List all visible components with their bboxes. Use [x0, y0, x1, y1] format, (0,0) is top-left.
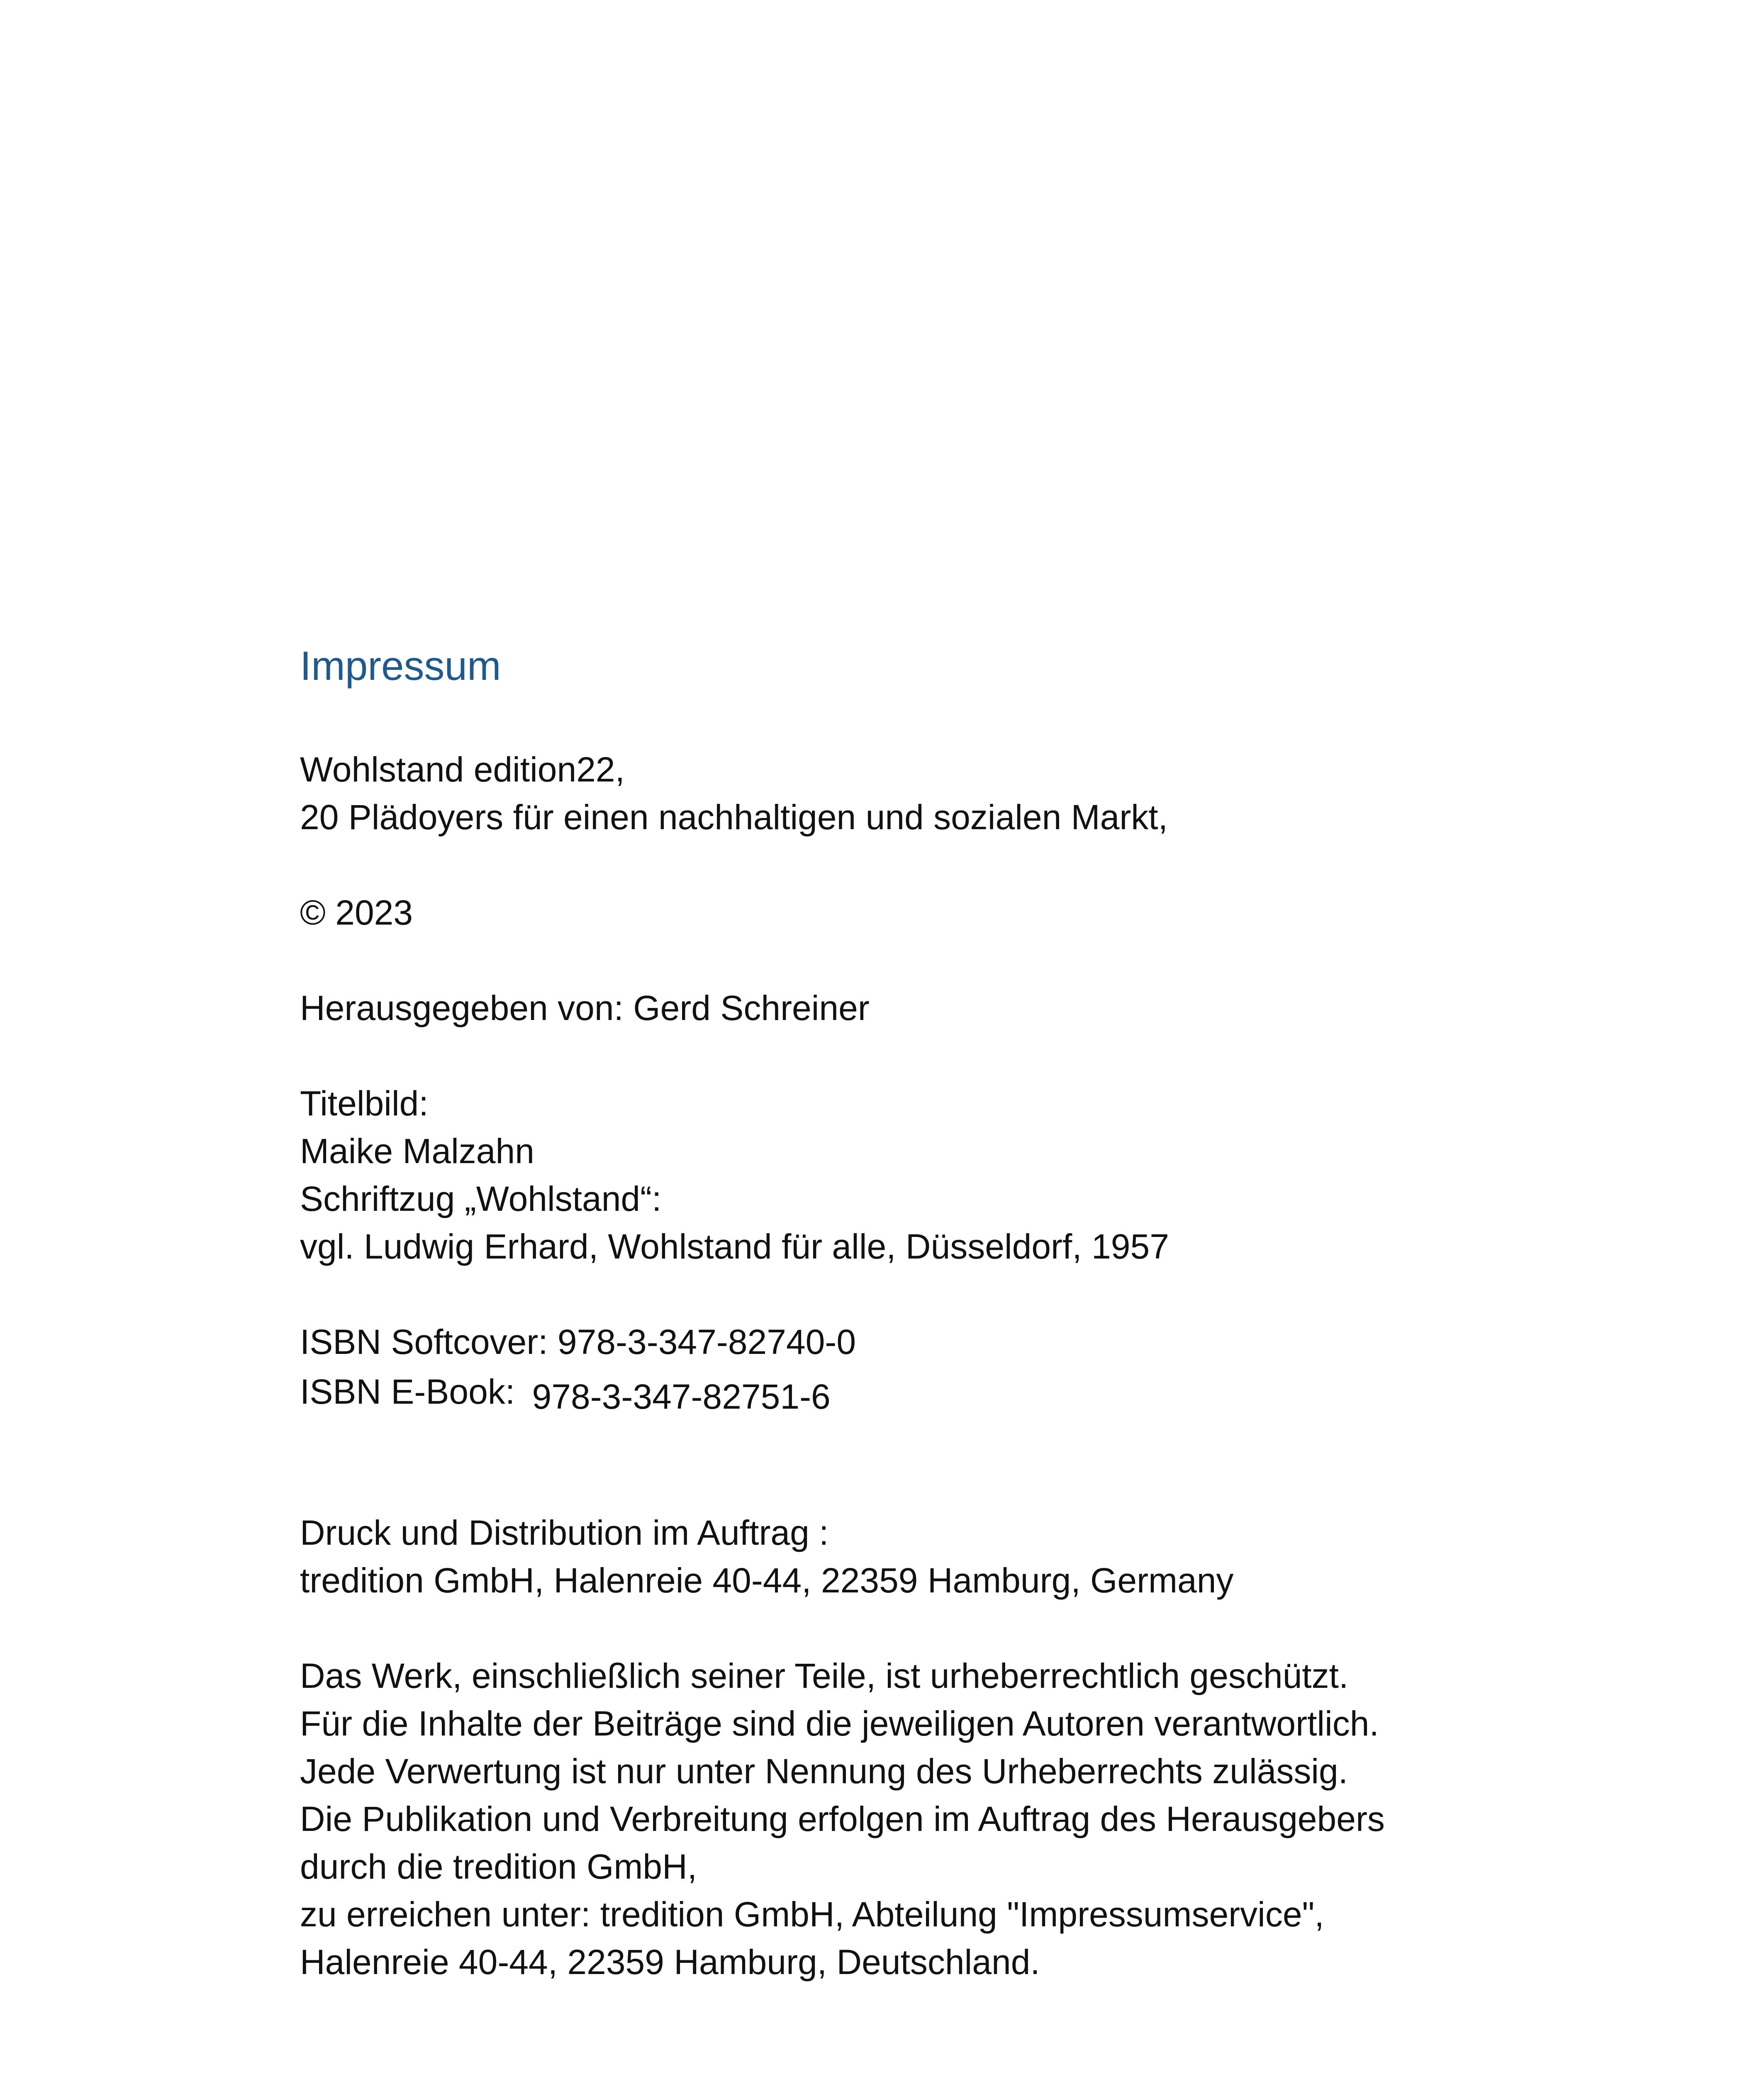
page-heading: Impressum: [300, 643, 501, 689]
printing-label: Druck und Distribution im Auftrag :: [300, 1513, 829, 1552]
book-title-line-1: Wohlstand edition22,: [300, 750, 625, 789]
legal-line-6: zu erreichen unter: tredition GmbH, Abteilung "Impressumservice",: [300, 1895, 1324, 1934]
isbn-ebook-value: 978-3-347-82751-6: [532, 1377, 831, 1416]
isbn-softcover-line: [300, 1321, 856, 1363]
legal-line-1: Das Werk, einschließlich seiner Teile, ist urheberrechtlich geschützt.: [300, 1656, 1349, 1695]
copyright-line: © 2023: [300, 893, 413, 932]
cover-label: Titelbild:: [300, 1084, 429, 1123]
isbn-ebook-label: ISBN E-Book:: [300, 1372, 515, 1411]
editor-line: Herausgegeben von: Gerd Schreiner: [300, 988, 870, 1027]
isbn-ebook-line: [300, 1371, 831, 1416]
lettering-label: Schriftzug „Wohlstand“:: [300, 1179, 662, 1218]
legal-line-3: Jede Verwertung ist nur unter Nennung des Urheberrechts zulässig.: [300, 1752, 1348, 1791]
printing-address: tredition GmbH, Halenreie 40-44, 22359 Hamburg, Germany: [300, 1561, 1234, 1600]
book-title-line-2: 20 Plädoyers für einen nachhaltigen und sozialen Markt,: [300, 798, 1168, 837]
legal-line-5: durch die tredition GmbH,: [300, 1847, 697, 1886]
isbn-softcover-label: ISBN Softcover:: [300, 1322, 548, 1361]
legal-line-2: Für die Inhalte der Beiträge sind die jeweiligen Autoren verantwortlich.: [300, 1704, 1379, 1743]
legal-line-4: Die Publikation und Verbreitung erfolgen im Auftrag des Herausgebers: [300, 1799, 1385, 1838]
legal-line-7: Halenreie 40-44, 22359 Hamburg, Deutschland.: [300, 1943, 1040, 1981]
lettering-source: vgl. Ludwig Erhard, Wohlstand für alle, Düsseldorf, 1957: [300, 1227, 1169, 1266]
isbn-softcover-value: 978-3-347-82740-0: [557, 1322, 856, 1361]
cover-artist: Maike Malzahn: [300, 1132, 534, 1171]
